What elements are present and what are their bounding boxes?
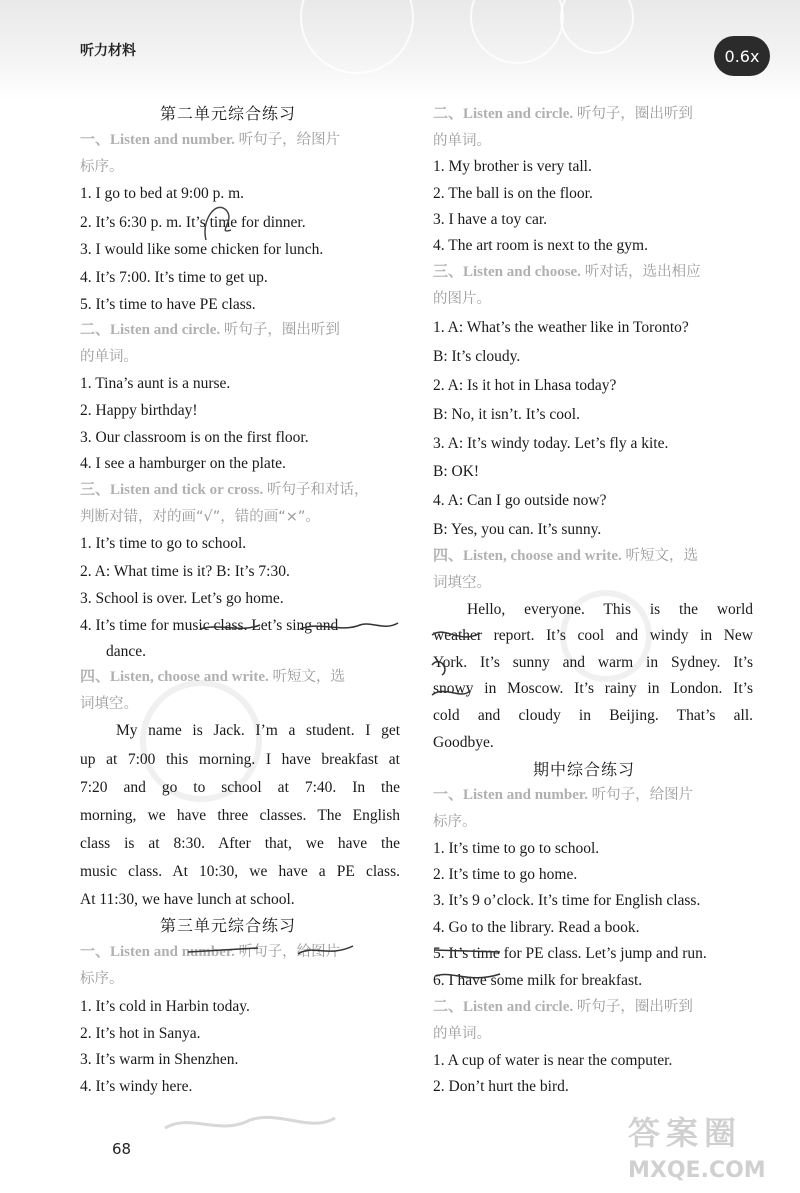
section-heading <box>80 320 340 340</box>
section-label-cn: 听句子，给图片 <box>238 944 341 960</box>
section-heading-cont: 词填空。 <box>80 696 138 712</box>
list-item: 3. Our classroom is on the first floor. <box>80 429 309 446</box>
section-label-cn: 听句子，圈出听到 <box>576 106 693 122</box>
dialog-line: B: It’s cloudy. <box>433 348 521 365</box>
list-item: 3. It’s 9 o’clock. It’s time for English class. <box>433 892 701 909</box>
list-item: 4. The art room is next to the gym. <box>433 237 648 254</box>
list-item: 1. Tina’s aunt is a nurse. <box>80 375 231 392</box>
dialog-line: B: OK! <box>433 463 480 480</box>
section-heading <box>433 997 693 1017</box>
passage-line: At 11:30, we have lunch at school. <box>80 891 295 908</box>
section-heading <box>433 785 693 805</box>
section-label-en: 一、Listen and number. <box>80 944 235 960</box>
passage-line: Goodbye. <box>433 734 494 751</box>
list-item-cont: dance. <box>106 643 147 660</box>
section-heading-cont: 标序。 <box>80 159 124 175</box>
list-item: 3. School is over. Let’s go home. <box>80 590 284 607</box>
watermark-logo: 答案圈 <box>628 1114 743 1152</box>
section-label-en: 四、Listen, choose and write. <box>80 669 269 685</box>
passage-line: class is at 8:30. After that, we have the <box>80 835 400 852</box>
list-item: 1. My brother is very tall. <box>433 158 592 175</box>
list-item: 5. It’s time for PE class. Let’s jump and run. <box>433 945 707 962</box>
passage-line: weather report. It’s cool and windy in New <box>433 627 753 644</box>
list-item: 3. I have a toy car. <box>433 211 548 228</box>
passage-line: snowy in Moscow. It’s rainy in London. It’s <box>433 680 753 697</box>
section-label-en: 二、Listen and circle. <box>433 106 574 122</box>
section-label-en: 三、Listen and choose. <box>433 264 581 280</box>
dialog-line: 2. A: Is it hot in Lhasa today? <box>433 377 617 394</box>
section-label-en: 一、Listen and number. <box>80 132 235 148</box>
section-label-en: 三、Listen and tick or cross. <box>80 482 264 498</box>
list-item: 6. I have some milk for breakfast. <box>433 972 643 989</box>
list-item: 4. It’s windy here. <box>80 1078 193 1095</box>
list-item: 2. A: What time is it? B: It’s 7:30. <box>80 563 290 580</box>
section-heading-cont: 的单词。 <box>433 1026 491 1042</box>
passage-line: York. It’s sunny and warm in Sydney. It’s <box>433 654 753 671</box>
passage-line: music class. At 10:30, we have a PE class. <box>80 863 400 880</box>
handwriting-scribble <box>196 190 246 250</box>
dialog-line: 4. A: Can I go outside now? <box>433 492 607 509</box>
midterm-title: 期中综合练习 <box>533 760 636 779</box>
list-item: 4. It’s time for music class. Let’s sing and <box>80 617 339 634</box>
handwriting-scribble <box>430 940 510 1000</box>
list-item: 2. Happy birthday! <box>80 402 198 419</box>
section-heading-cont: 的单词。 <box>80 349 138 365</box>
unit2-title: 第二单元综合练习 <box>160 104 297 123</box>
header-decoration <box>470 0 564 64</box>
dialog-line: B: No, it isn’t. It’s cool. <box>433 406 580 423</box>
list-item: 5. It’s time to have PE class. <box>80 296 256 313</box>
header-decoration <box>300 0 414 74</box>
section-label-cn: 听句子，圈出听到 <box>223 322 340 338</box>
passage-line: up at 7:00 this morning. I have breakfast at <box>80 751 400 768</box>
section-label-cn: 听句子，给图片 <box>238 132 341 148</box>
list-item: 2. It’s hot in Sanya. <box>80 1025 201 1042</box>
list-item: 1. I go to bed at 9:00 p. m. <box>80 185 245 202</box>
list-item: 2. It’s 6:30 p. m. It’s time for dinner. <box>80 214 306 231</box>
section-heading <box>433 262 701 282</box>
passage-line: morning, we have three classes. The English <box>80 807 400 824</box>
unit3-title: 第三单元综合练习 <box>160 916 297 935</box>
page-number: 68 <box>112 1140 132 1158</box>
section-label-en: 二、Listen and circle. <box>80 322 221 338</box>
list-item: 1. It’s time to go to school. <box>80 535 247 552</box>
list-item: 4. Go to the library. Read a book. <box>433 919 640 936</box>
section-heading-cont: 判断对错，对的画“√”，错的画“×”。 <box>80 509 320 525</box>
section-heading-cont: 的图片。 <box>433 291 491 307</box>
list-item: 2. Don’t hurt the bird. <box>433 1078 569 1095</box>
section-label-en: 四、Listen, choose and write. <box>433 548 622 564</box>
section-heading <box>433 546 698 566</box>
section-label-cn: 听句子，给图片 <box>591 787 694 803</box>
section-label-en: 二、Listen and circle. <box>433 999 574 1015</box>
page-header <box>0 0 800 100</box>
dialog-line: 3. A: It’s windy today. Let’s fly a kite. <box>433 435 669 452</box>
section-label: 听力材料 <box>80 43 136 59</box>
list-item: 4. It’s 7:00. It’s time to get up. <box>80 269 268 286</box>
dialog-line: 1. A: What’s the weather like in Toronto? <box>433 319 689 336</box>
section-heading <box>80 480 368 500</box>
list-item: 1. A cup of water is near the computer. <box>433 1052 673 1069</box>
handwriting-scribble <box>188 940 368 964</box>
list-item: 1. It’s time to go to school. <box>433 840 600 857</box>
passage-line: 7:20 and go to school at 7:40. In the <box>80 779 400 796</box>
section-heading-cont: 标序。 <box>433 814 477 830</box>
watermark-url: MXQE.COM <box>628 1158 766 1183</box>
passage-line: cold and cloudy in Beijing. That’s all. <box>433 707 753 724</box>
section-label-cn: 听对话，选出相应 <box>584 264 701 280</box>
section-label-cn: 听短文，选 <box>272 669 345 685</box>
passage-line: Hello, everyone. This is the world <box>467 601 753 618</box>
section-label-en: 一、Listen and number. <box>433 787 588 803</box>
header-decoration <box>560 0 634 54</box>
dialog-line: B: Yes, you can. It’s sunny. <box>433 521 602 538</box>
footer-decoration <box>160 1108 340 1138</box>
list-item: 2. The ball is on the floor. <box>433 185 593 202</box>
passage-line: My name is Jack. I’m a student. I get <box>116 722 400 739</box>
section-heading-cont: 的单词。 <box>433 133 491 149</box>
list-item: 1. It’s cold in Harbin today. <box>80 998 250 1015</box>
list-item: 3. I would like some chicken for lunch. <box>80 241 324 258</box>
handwriting-scribble <box>200 615 400 639</box>
section-label-cn: 听句子，圈出听到 <box>576 999 693 1015</box>
playback-speed-button[interactable]: 0.6x <box>714 36 770 76</box>
section-label-cn: 听句子和对话， <box>266 482 369 498</box>
list-item: 2. It’s time to go home. <box>433 866 578 883</box>
section-heading <box>80 130 340 150</box>
list-item: 3. It’s warm in Shenzhen. <box>80 1051 239 1068</box>
section-heading <box>433 104 693 124</box>
section-heading-cont: 词填空。 <box>433 575 491 591</box>
handwriting-scribble <box>430 625 490 715</box>
section-heading-cont: 标序。 <box>80 971 124 987</box>
list-item: 4. I see a hamburger on the plate. <box>80 455 286 472</box>
section-heading <box>80 667 345 687</box>
section-label-cn: 听短文，选 <box>625 548 698 564</box>
